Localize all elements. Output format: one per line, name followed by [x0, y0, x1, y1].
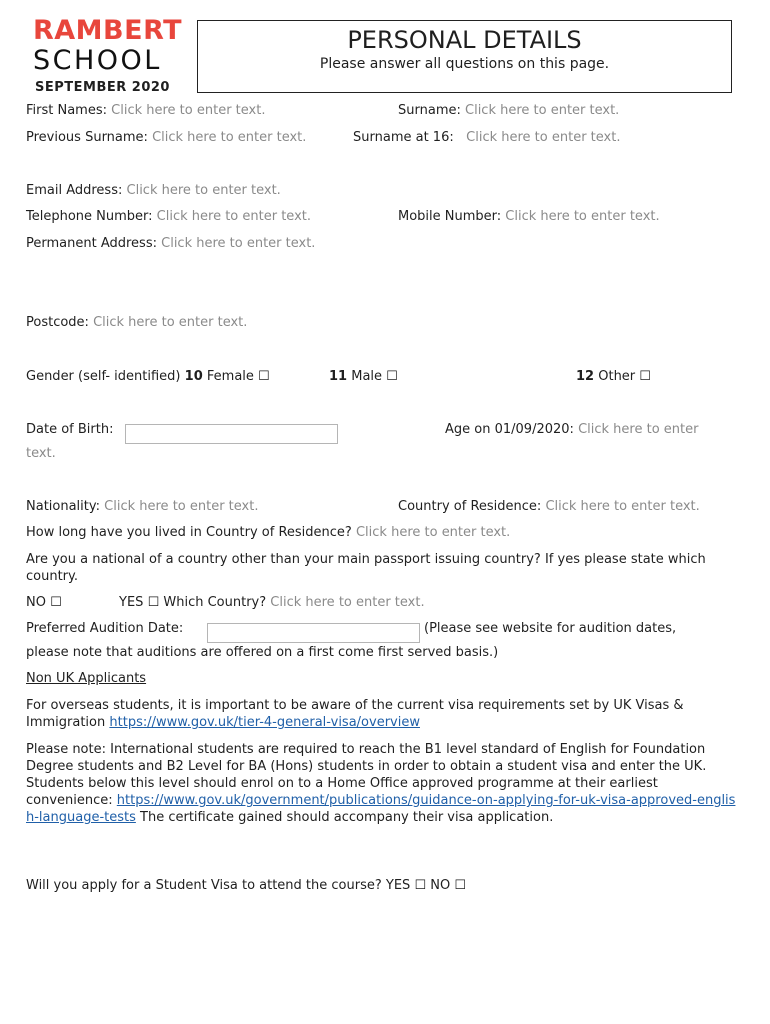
- audition-note-b: please note that auditions are offered on a first come first served basis.): [26, 645, 499, 660]
- age-label: Age on 01/09/2020:: [445, 422, 574, 437]
- english-requirement-paragraph: [26, 741, 738, 826]
- visa-paragraph-text: For overseas students, it is important to be aware of the current visa requirements set by UK Visas & Immigration: [26, 698, 684, 730]
- surname-label: Surname:: [398, 103, 461, 118]
- male-checkbox[interactable]: ☐: [386, 369, 398, 384]
- student-visa-no-label: NO: [430, 878, 451, 893]
- male-option: [329, 369, 398, 384]
- dob-label: Date of Birth:: [26, 422, 114, 437]
- address-input[interactable]: Click here to enter text.: [161, 236, 316, 251]
- nationality-input[interactable]: Click here to enter text.: [104, 499, 259, 514]
- audition-date-input[interactable]: [207, 623, 420, 643]
- mobile-label: Mobile Number:: [398, 209, 502, 224]
- other-checkbox[interactable]: ☐: [639, 369, 651, 384]
- national-question: Are you a national of a country other than your main passport issuing country? If yes please state which country.: [26, 552, 706, 584]
- telephone-input[interactable]: Click here to enter text.: [156, 209, 311, 224]
- age-input-continued[interactable]: text.: [26, 446, 56, 461]
- first-names-input[interactable]: Click here to enter text.: [111, 103, 266, 118]
- how-long-label: How long have you lived in Country of Residence?: [26, 525, 352, 540]
- male-number: 11: [329, 369, 348, 384]
- student-visa-row: [26, 878, 466, 893]
- telephone-label: Telephone Number:: [26, 209, 153, 224]
- email-input[interactable]: Click here to enter text.: [126, 183, 281, 198]
- surname-at-16-label: Surname at 16:: [353, 130, 454, 145]
- national-yes-checkbox[interactable]: ☐: [147, 595, 160, 610]
- how-long-input[interactable]: Click here to enter text.: [355, 525, 511, 540]
- national-no-option: [26, 595, 62, 610]
- postcode-input[interactable]: Click here to enter text.: [93, 315, 248, 330]
- age-row: [445, 422, 698, 437]
- address-label: Permanent Address:: [26, 236, 157, 251]
- female-label: Female: [206, 369, 254, 384]
- previous-surname-label: Previous Surname:: [26, 130, 148, 145]
- postcode-label: Postcode:: [26, 315, 89, 330]
- email-row: [26, 183, 281, 198]
- page-subtitle: Please answer all questions on this page.: [319, 56, 610, 73]
- surname-input[interactable]: Click here to enter text.: [465, 103, 620, 118]
- audition-note-a: (Please see website for audition dates,: [424, 621, 677, 636]
- visa-overview-link[interactable]: https://www.gov.uk/tier-4-general-visa/overview: [109, 715, 420, 730]
- nationality-row: [26, 499, 258, 514]
- national-no-checkbox[interactable]: ☐: [50, 595, 62, 610]
- previous-surname-row: [26, 130, 306, 145]
- country-residence-label: Country of Residence:: [398, 499, 542, 514]
- how-long-row: [26, 525, 510, 540]
- address-row: [26, 236, 315, 251]
- student-visa-no-checkbox[interactable]: ☐: [454, 878, 467, 893]
- telephone-row: [26, 209, 311, 224]
- logo-school: SCHOOL: [33, 45, 162, 76]
- previous-surname-input[interactable]: Click here to enter text.: [152, 130, 307, 145]
- mobile-input[interactable]: Click here to enter text.: [505, 209, 660, 224]
- logo-rambert: RAMBERT: [33, 15, 183, 46]
- other-option: [576, 369, 651, 384]
- nationality-label: Nationality:: [26, 499, 101, 514]
- female-number: 10: [184, 369, 203, 384]
- student-visa-yes-checkbox[interactable]: ☐: [414, 878, 427, 893]
- student-visa-yes-label: YES: [385, 878, 411, 893]
- student-visa-question: Will you apply for a Student Visa to attend the course?: [26, 878, 382, 893]
- english-requirement-text: Please note: International students are required to reach the B1 level standard of English for Foundation Degree students and B2 Level for BA (Hons) students in order to obtain a student visa and enter the UK. Students below this level should enrol on to a Home Office approved programme at their earliest convenience:: [26, 742, 707, 808]
- dob-input[interactable]: [125, 424, 338, 444]
- english-tests-link[interactable]: https://www.gov.uk/government/publications/guidance-on-applying-for-uk-visa-approved-english-language-tests: [26, 793, 736, 825]
- header-box: [197, 20, 732, 93]
- national-yes-label: YES: [119, 595, 144, 610]
- mobile-row: [398, 209, 660, 224]
- first-names-row: [26, 103, 265, 118]
- page-title: PERSONAL DETAILS: [347, 26, 582, 54]
- national-no-label: NO: [26, 595, 46, 610]
- email-label: Email Address:: [26, 183, 123, 198]
- certificate-note: The certificate gained should accompany their visa application.: [140, 810, 554, 825]
- gender-label: Gender (self- identified): [26, 369, 181, 384]
- audition-label: Preferred Audition Date:: [26, 621, 184, 636]
- which-country-label: Which Country?: [163, 595, 267, 610]
- surname-at-16-input[interactable]: Click here to enter text.: [466, 130, 621, 145]
- postcode-row: [26, 315, 247, 330]
- male-label: Male: [351, 369, 383, 384]
- gender-row: [26, 369, 270, 384]
- surname-row: [398, 103, 619, 118]
- non-uk-heading: Non UK Applicants: [26, 671, 147, 686]
- visa-paragraph: [26, 697, 738, 731]
- other-number: 12: [576, 369, 595, 384]
- female-checkbox[interactable]: ☐: [258, 369, 270, 384]
- other-label: Other: [598, 369, 636, 384]
- national-yes-option: [119, 595, 425, 610]
- first-names-label: First Names:: [26, 103, 107, 118]
- surname-at-16-row: [353, 130, 620, 145]
- intake-month: SEPTEMBER 2020: [35, 80, 170, 95]
- age-input[interactable]: Click here to enter: [578, 422, 699, 437]
- which-country-input[interactable]: Click here to enter text.: [270, 595, 425, 610]
- country-residence-input[interactable]: Click here to enter text.: [545, 499, 700, 514]
- country-residence-row: [398, 499, 700, 514]
